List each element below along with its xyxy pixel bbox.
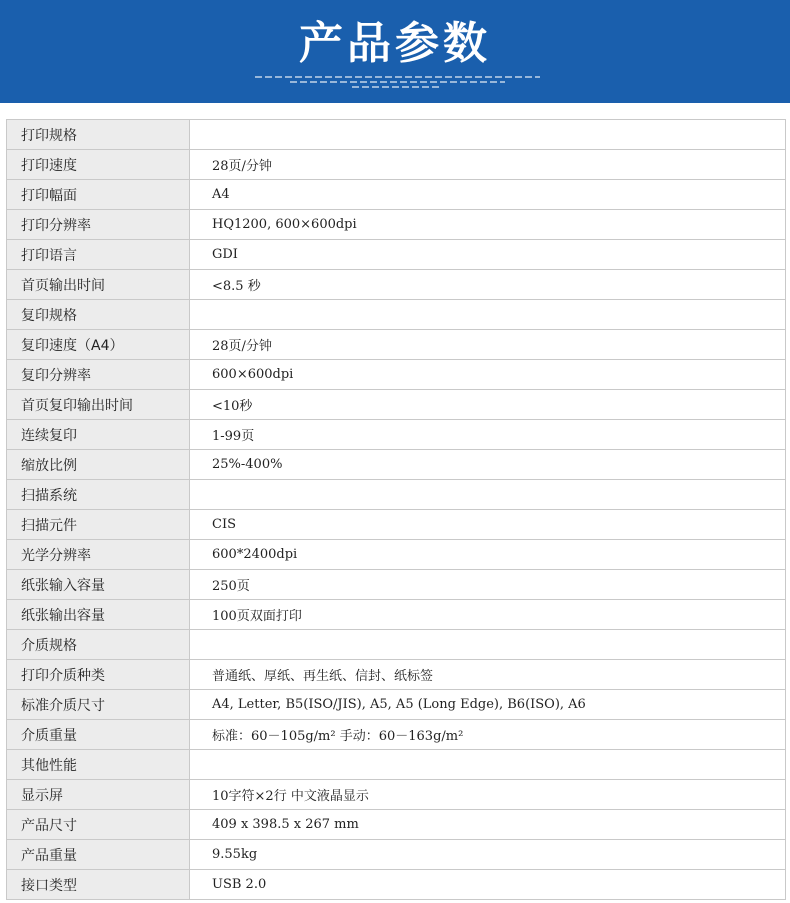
spec-value <box>190 120 786 150</box>
table-row <box>7 150 786 180</box>
spec-label: 打印规格 <box>7 120 190 150</box>
spec-label: 纸张输入容量 <box>7 570 190 600</box>
spec-value: 普通纸、厚纸、再生纸、信封、纸标签 <box>190 660 786 690</box>
spec-value: 28页/分钟 <box>190 330 786 360</box>
spec-label: 打印幅面 <box>7 180 190 210</box>
table-row <box>7 780 786 810</box>
table-row <box>7 210 786 240</box>
spec-value <box>190 630 786 660</box>
spec-value: 28页/分钟 <box>190 150 786 180</box>
spec-value: USB 2.0 <box>190 870 786 900</box>
spec-value: CIS <box>190 510 786 540</box>
table-row <box>7 180 786 210</box>
spec-label: 连续复印 <box>7 420 190 450</box>
spec-value: A4 <box>190 180 786 210</box>
spec-label: 复印分辨率 <box>7 360 190 390</box>
spec-value: HQ1200, 600×600dpi <box>190 210 786 240</box>
table-row <box>7 120 786 150</box>
spec-value <box>190 750 786 780</box>
spec-label: 介质规格 <box>7 630 190 660</box>
table-row <box>7 300 786 330</box>
spec-label: 纸张输出容量 <box>7 600 190 630</box>
spec-label: 扫描元件 <box>7 510 190 540</box>
spec-label: 复印速度（A4） <box>7 330 190 360</box>
decorative-text-line <box>352 86 442 88</box>
table-row <box>7 870 786 900</box>
spec-label: 复印规格 <box>7 300 190 330</box>
table-row <box>7 510 786 540</box>
spec-label: 接口类型 <box>7 870 190 900</box>
spec-label: 显示屏 <box>7 780 190 810</box>
table-row <box>7 570 786 600</box>
spec-label: 其他性能 <box>7 750 190 780</box>
spec-value: 9.55kg <box>190 840 786 870</box>
spec-value: 10字符×2行 中文液晶显示 <box>190 780 786 810</box>
table-row <box>7 390 786 420</box>
table-row <box>7 540 786 570</box>
table-row <box>7 750 786 780</box>
spec-value: <10秒 <box>190 390 786 420</box>
table-row <box>7 720 786 750</box>
spec-table <box>6 119 786 900</box>
table-row <box>7 660 786 690</box>
spec-value <box>190 300 786 330</box>
spec-value: 标准：60－105g/m² 手动：60－163g/m² <box>190 720 786 750</box>
decorative-text-line <box>255 76 540 78</box>
table-row <box>7 600 786 630</box>
spec-value: 409 x 398.5 x 267 mm <box>190 810 786 840</box>
table-row <box>7 420 786 450</box>
spec-value: 1-99页 <box>190 420 786 450</box>
page-title: 产品参数 <box>299 18 491 69</box>
table-row <box>7 360 786 390</box>
spec-label: 打印分辨率 <box>7 210 190 240</box>
spec-label: 首页输出时间 <box>7 270 190 300</box>
table-row <box>7 450 786 480</box>
header-banner <box>0 0 790 103</box>
spec-value: A4, Letter, B5(ISO/JIS), A5, A5 (Long Edge), B6(ISO), A6 <box>190 690 786 720</box>
spec-value <box>190 480 786 510</box>
spec-label: 标准介质尺寸 <box>7 690 190 720</box>
decorative-text-line <box>290 81 505 83</box>
spec-label: 首页复印输出时间 <box>7 390 190 420</box>
table-row <box>7 240 786 270</box>
table-row <box>7 630 786 660</box>
spec-label: 光学分辨率 <box>7 540 190 570</box>
spec-value: <8.5 秒 <box>190 270 786 300</box>
spec-label: 扫描系统 <box>7 480 190 510</box>
spec-label: 产品重量 <box>7 840 190 870</box>
table-row <box>7 330 786 360</box>
spec-label: 打印介质种类 <box>7 660 190 690</box>
table-row <box>7 840 786 870</box>
spec-label: 打印速度 <box>7 150 190 180</box>
spec-value: 25%-400% <box>190 450 786 480</box>
spec-label: 产品尺寸 <box>7 810 190 840</box>
spec-label: 打印语言 <box>7 240 190 270</box>
spec-label: 缩放比例 <box>7 450 190 480</box>
spec-value: 250页 <box>190 570 786 600</box>
spec-value: GDI <box>190 240 786 270</box>
table-row <box>7 810 786 840</box>
table-row <box>7 690 786 720</box>
spec-value: 600*2400dpi <box>190 540 786 570</box>
table-row <box>7 480 786 510</box>
spec-label: 介质重量 <box>7 720 190 750</box>
spec-value: 100页双面打印 <box>190 600 786 630</box>
spec-value: 600×600dpi <box>190 360 786 390</box>
table-row <box>7 270 786 300</box>
